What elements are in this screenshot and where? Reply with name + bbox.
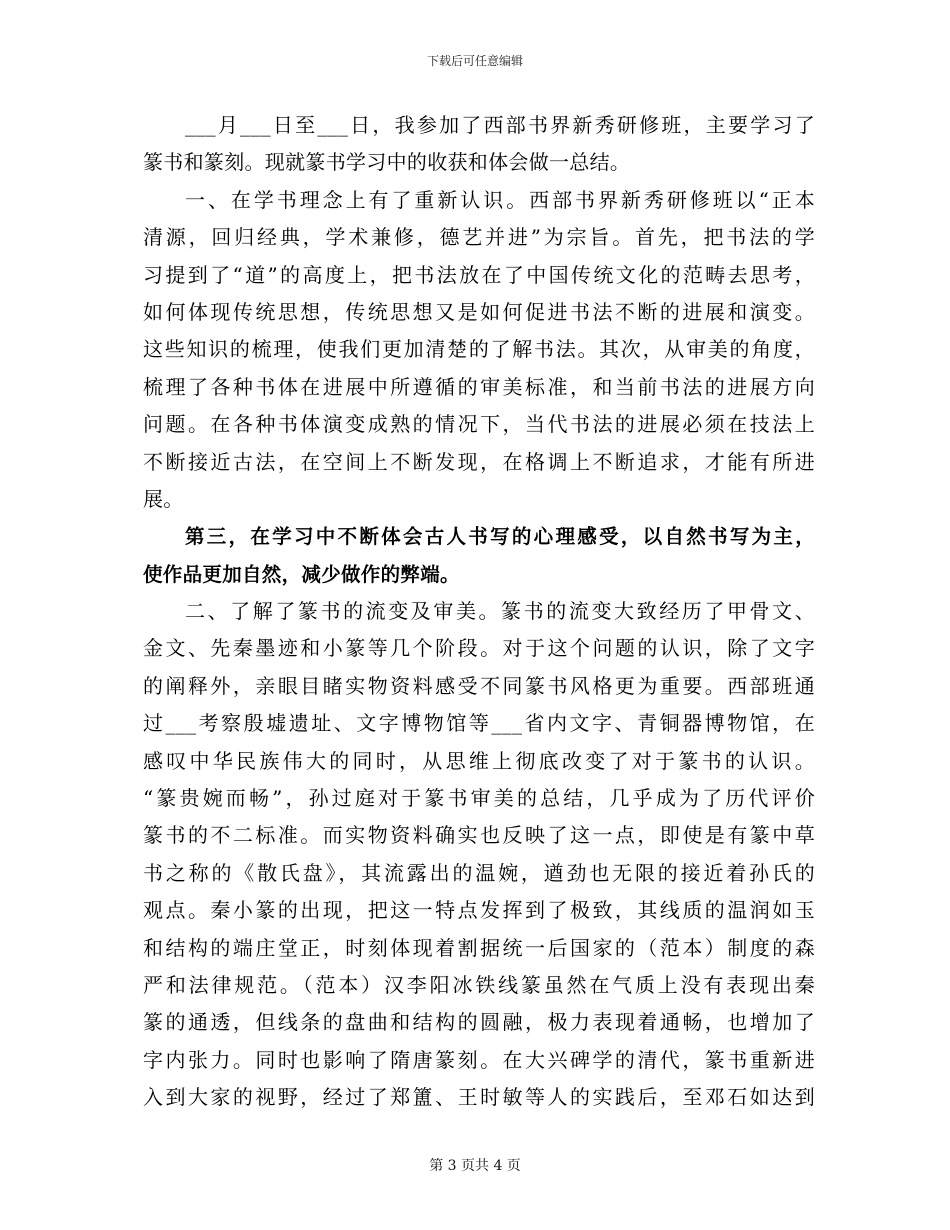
text-line: 严和法律规范。（范本）汉李阳冰铁线篆虽然在气质上没有表现出秦: [143, 972, 815, 997]
text-line: 篆的通透，但线条的盘曲和结构的圆融，极力表现着通畅，也增加了: [143, 1010, 815, 1035]
text-line: 的阐释外，亲眼目睹实物资料感受不同篆书风格更为重要。西部班通: [143, 673, 815, 698]
text-line: 问题。在各种书体演变成熟的情况下，当代书法的进展必须在技法上: [143, 412, 815, 437]
page-header: 下载后可任意编辑: [426, 54, 523, 68]
text-line: 篆书和篆刻。现就篆书学习中的收获和体会做一总结。: [143, 150, 631, 175]
text-line: 篆书的不二标准。而实物资料确实也反映了这一点，即使是有篆中草: [143, 823, 815, 848]
text-line: 书之称的《散氏盘》，其流露出的温婉，遒劲也无限的接近着孙氏的: [143, 860, 815, 885]
bold-text-line: 使作品更加自然，减少做作的弊端。: [143, 562, 460, 586]
text-line: “篆贵婉而畅”，孙过庭对于篆书审美的总结，几乎成为了历代评价: [143, 786, 815, 811]
page-footer: 第 3 页共 4 页: [429, 1158, 521, 1174]
document-body: [143, 107, 815, 1117]
text-line: 如何体现传统思想，传统思想又是如何促进书法不断的进展和演变。: [143, 299, 815, 324]
text-line: 入到大家的视野，经过了郑簠、王时敏等人的实践后，至邓石如达到: [143, 1085, 815, 1110]
text-line: 展。: [143, 486, 184, 511]
text-line: ___月___日至___日，我参加了西部书界新秀研修班，主要学习了: [185, 113, 815, 137]
text-line: 不断接近古法，在空间上不断发现，在格调上不断追求，才能有所进: [143, 449, 815, 474]
text-line: 观点。秦小篆的出现，把这一特点发挥到了极致，其线质的温润如玉: [143, 898, 815, 923]
text-line: 梳理了各种书体在进展中所遵循的审美标准，和当前书法的进展方向: [143, 374, 815, 399]
text-line: 这些知识的梳理，使我们更加清楚的了解书法。其次，从审美的角度，: [143, 337, 815, 362]
text-line: 一、在学书理念上有了重新认识。西部书界新秀研修班以“正本: [185, 187, 815, 212]
bold-text-line: 第三，在学习中不断体会古人书写的心理感受，以自然书写为主，: [185, 525, 815, 549]
text-line: 清源，回归经典，学术兼修，德艺并进”为宗旨。首先，把书法的学: [143, 225, 815, 250]
text-line: 字内张力。同时也影响了隋唐篆刻。在大兴碑学的清代，篆书重新进: [143, 1047, 815, 1072]
text-line: 金文、先秦墨迹和小篆等几个阶段。对于这个问题的认识，除了文字: [143, 636, 815, 661]
text-line: 过___考察殷墟遗址、文字博物馆等___省内文字、青铜器博物馆，在: [143, 711, 815, 736]
text-line: 和结构的端庄堂正，时刻体现着割据统一后国家的（范本）制度的森: [143, 935, 815, 960]
text-line: 感叹中华民族伟大的同时，从思维上彻底改变了对于篆书的认识。: [143, 748, 815, 773]
text-line: 习提到了“道”的高度上，把书法放在了中国传统文化的范畴去思考，: [143, 262, 815, 287]
text-line: 二、了解了篆书的流变及审美。篆书的流变大致经历了甲骨文、: [185, 599, 815, 624]
